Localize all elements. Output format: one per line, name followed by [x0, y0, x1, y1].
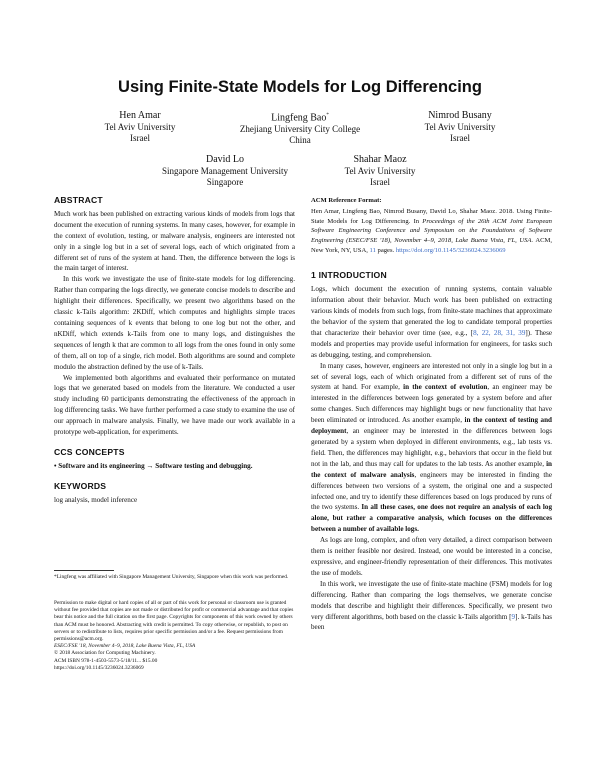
- citation-link[interactable]: 9: [511, 612, 516, 621]
- author-block: [380, 110, 540, 145]
- author-name: Hen Amar: [119, 110, 161, 121]
- reference-pages-word: pages.: [377, 246, 395, 254]
- reference-authors: Hen Amar, Lingfeng Bao, Nimrod Busany, David Lo, Shahar Maoz. 2018.: [311, 207, 515, 215]
- text-run: , an engineer may be interested in the differences between logs generated by a system before and after some changes. Such differences may highlight bugs or new functionality that have been eliminated or introduced. As another example,: [311, 383, 553, 425]
- emphasis: in the context of evolution: [403, 383, 488, 392]
- author-affiliation: Singapore Management University: [162, 165, 288, 176]
- intro-paragraph: [311, 284, 552, 360]
- author-block: [140, 154, 310, 189]
- text-run: , engineers may be interested in finding the differences between two versions of a system, the original one and a suspected infected one, and try to identify these differences based on logs produced by runs of the two systems.: [311, 470, 552, 512]
- footnote: *Lingfeng was affiliated with Singapore Management University, Singapore when this work was performed.: [54, 574, 289, 580]
- keywords-text: log analysis, model inference: [54, 495, 138, 504]
- left-column: [54, 195, 295, 506]
- text-run: ]). These models and properties may provide useful information for engineers, for tasks such as debugging, testing, and comprehension.: [311, 328, 552, 359]
- reference-doi-link[interactable]: https://doi.org/10.1145/3236024.3236069: [395, 246, 506, 254]
- text-run: ]. k-Tails has been: [311, 612, 552, 632]
- footnote-rule: [54, 570, 114, 571]
- emphasis: in the context of testing and deployment: [311, 416, 552, 436]
- abstract-paragraph: Much work has been published on extracting various kinds of models from logs that document the execution of running systems. In many cases, however, for example in the context of evolution, testing, or malware analysis, engineers are interested not only in a single log but in a set of several logs, each of which originated from a different set of runs of the system at hand. Then, the difference between the logs is the main target of interest.: [54, 209, 295, 273]
- abstract-paragraph: We implemented both algorithms and evaluated their performance on mutated logs that we generated based on models from the literature. We conducted a user study including 60 participants demonstrating the effectiveness of the approach in log differencing tasks. We have further performed a case study to examine the use of our approach in malware analysis. Finally, we have made our work available in a prototype web-application, for experiments.: [54, 373, 295, 437]
- reference-proceedings: Proceedings of the 26th ACM Joint European Software Engineering Conference and Symposium on the Foundations of Software Engineering (ESEC/FSE '18), November 4–9, 2018, Lake Buena Vista, FL, USA.: [311, 217, 552, 245]
- ccs-concepts: • Software and its engineering → Software testing and debugging.: [54, 461, 253, 470]
- author-country: Singapore: [206, 177, 244, 187]
- author-name: David Lo: [205, 154, 245, 165]
- isbn-line: ACM ISBN 978-1-4503-5573-5/18/11... $15.00: [54, 657, 158, 664]
- permission-block: [54, 600, 295, 672]
- author-country: China: [289, 135, 311, 146]
- intro-body: [311, 284, 552, 633]
- intro-paragraph: [311, 361, 552, 536]
- intro-paragraph: [311, 579, 552, 634]
- author-affiliation: Tel Aviv University: [424, 121, 496, 132]
- venue-line: ESEC/FSE '18, November 4–9, 2018, Lake Buena Vista, FL, USA: [54, 643, 196, 650]
- paper-title: Using Finite-State Models for Log Differencing: [118, 78, 482, 96]
- author-affiliation: Zhejiang University City College: [239, 123, 361, 134]
- text-run: Logs, which document the execution of running systems, contain valuable information about their behavior. Much work has been published on extracting various kinds of models from such logs, from finite-state machines that approximate the behavior of the system that generated the log to candidate temporal properties that characterize their behavior over time (see, e.g., [: [311, 285, 552, 337]
- copyright-line: © 2018 Association for Computing Machinery.: [54, 650, 156, 657]
- intro-heading: 1 INTRODUCTION: [311, 270, 387, 281]
- author-country: Israel: [130, 133, 150, 143]
- keywords-heading: KEYWORDS: [54, 480, 107, 491]
- author-affiliation: Tel Aviv University: [104, 121, 176, 132]
- author-block: [60, 110, 220, 145]
- author-block: [215, 110, 385, 147]
- abstract-heading: ABSTRACT: [54, 195, 103, 205]
- author-name: Lingfeng Bao: [271, 112, 327, 124]
- right-column: [311, 196, 552, 633]
- footnote-marker: *: [326, 113, 329, 118]
- author-name: Shahar Maoz: [353, 154, 407, 165]
- reference-title: Using Finite-State Models for Log Differencing. In: [311, 207, 553, 225]
- reference-publisher: ACM, New York, NY, USA,: [311, 237, 552, 254]
- reference-heading: ACM Reference Format:: [311, 197, 382, 204]
- citation-links[interactable]: 8, 22, 28, 31, 39: [473, 328, 526, 337]
- emphasis: in the context of malware analysis: [311, 459, 552, 479]
- abstract-paragraph: In this work we investigate the use of finite-state models for log differencing. Rather than comparing the logs directly, we generate concise models to describe and highlight their differences. Specifically, we present two algorithms based on the classic k-Tails algorithm: 2KDiff, which computes and highlights simple traces containing sequences of k events that belong to one log but not the other, and nKDiff, which extends k-Tails from one to many logs, and distinguishes the sequences of length k that are common to all logs from the ones found in only some of them, all on top of a single, rich model. Both algorithms are sound and complete modulo the abstraction defined by the use of k-Tails.: [54, 275, 295, 371]
- emphasis: In all these cases, one does not require an analysis of each log alone, but rather a comparative analysis, which focuses on the differences between a number of available logs.: [311, 503, 552, 534]
- author-block: [300, 154, 460, 189]
- author-name: Nimrod Busany: [428, 110, 492, 121]
- doi-line: https://doi.org/10.1145/3236024.3236069: [54, 664, 144, 671]
- text-run: In this work, we investigate the use of finite-state machine (FSM) models for log differencing. Rather than comparing the logs themselves, we generate concise models that describe and highlight their differences. Specifically, we present two very different algorithms, both based on the classic k-Tails algorithm [: [311, 579, 552, 621]
- permission-text: Permission to make digital or hard copies of all or part of this work for personal or classroom use is granted without fee provided that copies are not made or distributed for profit or commercial advantage and that copies bear this notice and the full citation on the first page. Copyrights for components of this work owned by others than ACM must be honored. Abstracting with credit is permitted. To copy otherwise, or republish, to post on servers or to redistribute to lists, requires prior specific permission and/or a fee. Request permissions from permissions@acm.org.: [54, 600, 294, 643]
- text-run: In many cases, however, engineers are interested not only in a single log but in a set of several logs, each of which originated from a different set of runs of the system at hand. For example,: [311, 361, 552, 392]
- intro-paragraph: As logs are long, complex, and often very detailed, a direct comparison between them is neither feasible nor desired. Instead, one would be interested in a concise, expressive, and engineer-friendly representation of their differences. This motivates the use of models.: [311, 536, 552, 577]
- author-country: Israel: [450, 133, 470, 143]
- ccs-heading: CCS CONCEPTS: [54, 446, 125, 457]
- author-affiliation: Tel Aviv University: [344, 165, 416, 176]
- text-run: , an engineer may be interested in the differences between logs generated by a system when deployed in different environments, e.g., lab tests vs. field. Then, the differences may highlight, e.g., behaviors that occur in the field but not in the lab, and thus may call for updates to the lab tests. As another example,: [311, 427, 552, 468]
- reference-format: [311, 207, 552, 256]
- author-country: Israel: [370, 177, 390, 187]
- reference-page-count[interactable]: 11: [369, 246, 376, 254]
